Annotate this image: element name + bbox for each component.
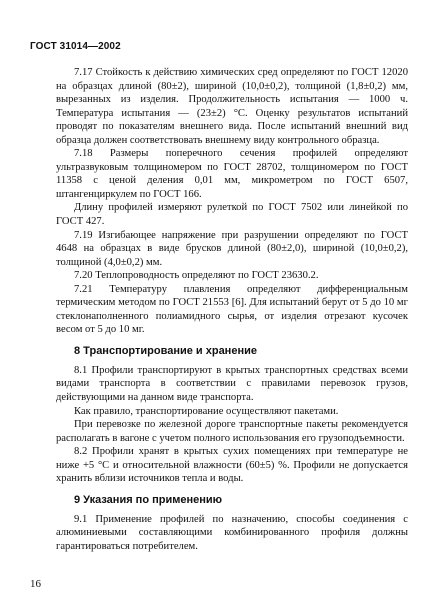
paragraph-8-1: 8.1 Профили транспортируют в крытых транспортных средствах всеми видами транспорта в соответствии с правилами перевозок грузов, действующими на данном виде транспорта. [56, 364, 408, 404]
section-heading-9: 9 Указания по применению [74, 493, 223, 506]
paragraph-packets: Как правило, транспортирование осуществляют пакетами. [74, 405, 339, 417]
document-header: ГОСТ 31014—2002 [30, 41, 121, 52]
page-number: 16 [30, 578, 41, 590]
paragraph-7-19: 7.19 Изгибающее напряжение при разрушении определяют по ГОСТ 4648 на образцах в виде брусков длиной (80±2,0), шириной (10,0±0,2), толщиной (4,0±0,2) мм. [56, 229, 408, 268]
paragraph-railway: При перевозке по железной дороге транспортные пакеты рекомендуется располагать в вагоне с учетом полного использования его грузоподъемности. [56, 419, 408, 444]
paragraph-7-20: 7.20 Теплопроводность определяют по ГОСТ 23630.2. [74, 270, 319, 282]
paragraph-7-18: 7.18 Размеры поперечного сечения профилей определяют ультразвуковым толщиномером по ГОСТ 28702, толщиномером по ГОСТ 11358 с ценой деления 0,01 мм, микрометром по ГОСТ 6507, штангенциркулем по ГОСТ 166. [56, 148, 408, 200]
paragraph-7-21: 7.21 Температуру плавления определяют дифференциальным термическим методом по ГОСТ 21553 [6]. Для испытаний берут от 5 до 10 мг стеклонаполненного полиамидного сырья, от изделия отрезают кусочек весом от 5 до 10 мг. [56, 283, 408, 336]
paragraph-8-2: 8.2 Профили хранят в крытых сухих помещениях при температуре не ниже +5 °С и относительной влажности (60±5) %. Профили не допускается хранить вблизи источников тепла и воды. [56, 446, 408, 485]
section-heading-8: 8 Транспортирование и хранение [74, 344, 257, 357]
document-body [56, 66, 408, 554]
paragraph-length: Длину профилей измеряют рулеткой по ГОСТ 7502 или линейкой по ГОСТ 427. [56, 202, 408, 228]
paragraph-9-1: 9.1 Применение профилей по назначению, способы соединения с алюминиевыми составляющими комбинированного профиля должны гарантироваться потребителем. [56, 513, 408, 552]
paragraph-7-17: 7.17 Стойкость к действию химических сред определяют по ГОСТ 12020 на образцах длиной (80±2), шириной (10,0±0,2), толщиной (1,8±0,2) мм, вырезанных из изделия. Продолжительность испытания — 1000 ч. Температура испытания — (23±2) °С. Оценку результатов испытаний проводят по показателям внешнего вида. После испытаний внешний вид образца должен соответствовать внешнему виду контрольного образца. [56, 67, 408, 146]
